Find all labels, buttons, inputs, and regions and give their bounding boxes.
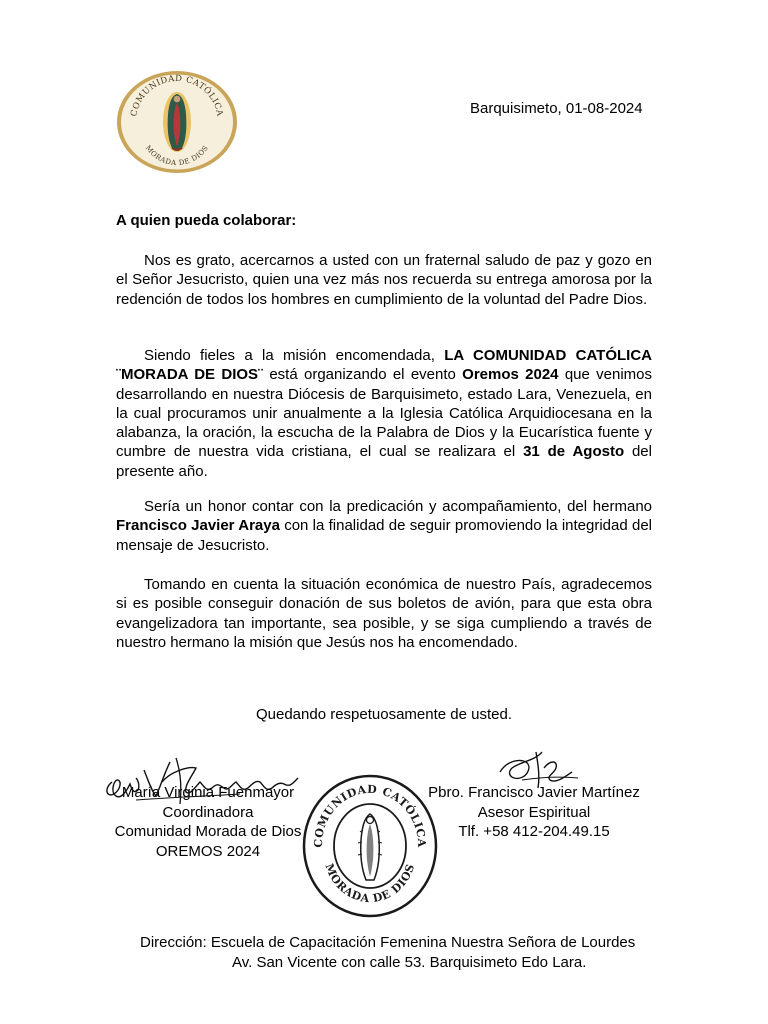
stamp-virgin-icon: [358, 814, 382, 880]
handwritten-signature-left: [100, 752, 310, 810]
signer-org-left: Comunidad Morada de Dios: [114, 823, 302, 840]
stamp-text-top: COMUNIDAD CATÓLICA: [311, 782, 429, 848]
logo-text-top: COMUNIDAD CATÓLICA: [129, 73, 225, 118]
footer-address-line-1: Dirección: Escuela de Capacitación Femenina Nuestra Señora de Lourdes: [140, 934, 636, 951]
signature-block-right: [418, 783, 650, 842]
logo-text-bottom: MORADA DE DIOS: [143, 143, 211, 168]
signer-name-left: María Virginia Fuenmayor: [121, 784, 295, 801]
handwritten-signature-right: [492, 748, 582, 790]
event-name-bold: Oremos 2024: [462, 366, 559, 384]
paragraph-2: [116, 346, 652, 481]
paragraph-3: [116, 497, 652, 555]
paragraph-1: [116, 251, 652, 309]
paragraph-4-text: Tomando en cuenta la situación económica de nuestro País, agradecemos si es posible conseguir donación de sus boletos de avión, para que esta obra evangelizadora tan importante, sea posible, y se siga cumpliendo a través de nuestro hermano la misión que Jesús nos ha encomendado.: [116, 576, 652, 651]
community-stamp: [300, 770, 440, 920]
preacher-name-bold: Francisco Javier Araya: [116, 517, 280, 535]
signer-role-left: Coordinadora: [162, 803, 254, 821]
signer-phone-right: Tlf. +58 412-204.49.15: [458, 823, 610, 840]
signer-name-right: Pbro. Francisco Javier Martínez: [428, 784, 640, 801]
event-date-bold: 31 de Agosto: [523, 443, 625, 461]
paragraph-2-text: Siendo fieles a la misión encomendada,: [144, 347, 445, 364]
paragraph-2-text: del presente año.: [116, 443, 652, 480]
paragraph-2-text: está organizando el evento: [263, 366, 463, 384]
paragraph-4: [116, 575, 652, 652]
community-logo: [116, 70, 238, 174]
signer-role-right: Asesor Espiritual: [477, 803, 591, 821]
stamp-text-bottom: MORADA DE DIOS: [322, 861, 418, 906]
virgin-icon: [163, 92, 191, 152]
signer-event-left: OREMOS 2024: [155, 842, 261, 860]
paragraph-2-text: que venimos desarrollando en nuestra Diócesis de Barquisimeto, estado Lara, Venezuela, en la cual procuramos unir anualmente a la Iglesia Católica Arquidiocesana en la alabanza, la oración, la escucha de la Palabra de Dios y la Eucarística fuente y cumbre de nuestra vida cristiana, el cual se realizara el: [116, 366, 652, 461]
paragraph-3-text: con la finalidad de seguir promoviendo la integridad del mensaje de Jesucristo.: [116, 517, 652, 554]
community-name-bold: LA COMUNIDAD CATÓLICA ¨MORADA DE DIOS¨: [116, 347, 652, 384]
paragraph-3-text: Sería un honor contar con la predicación y acompañamiento, del hermano: [144, 498, 652, 515]
footer-address-line-2: Av. San Vicente con calle 53. Barquisimeto Edo Lara.: [232, 954, 587, 971]
greeting: A quien pueda colaborar:: [116, 212, 297, 229]
closing-line: Quedando respetuosamente de usted.: [255, 706, 513, 723]
paragraph-1-text: Nos es grato, acercarnos a usted con un fraternal saludo de paz y gozo en el Señor Jesucristo, quien una vez más nos recuerda su entrega amorosa por la redención de todos los hombres en cumplimiento de la voluntad del Padre Dios.: [116, 252, 652, 308]
letter-date: Barquisimeto, 01-08-2024: [470, 100, 643, 117]
